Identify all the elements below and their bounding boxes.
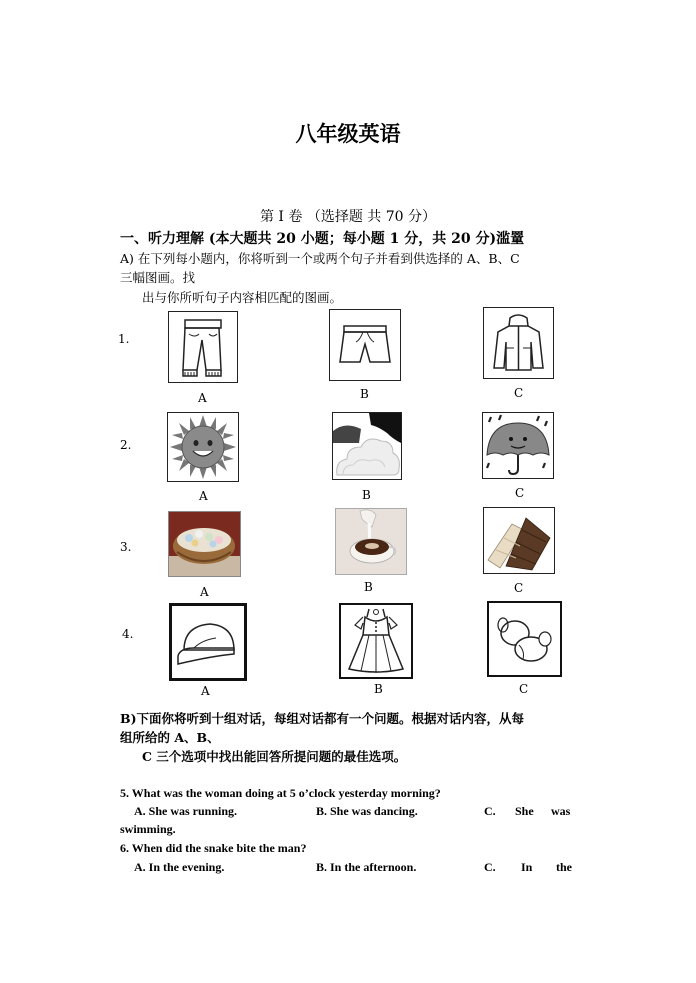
- option-label-a: A: [201, 684, 210, 698]
- part-one-header: 一、听力理解 (本大题共 20 小题；每小题 1 分，共 20 分)滥罿: [120, 231, 525, 247]
- option-image-a: [167, 412, 239, 482]
- question-text: 5. What was the woman doing at 5 o’clock yesterday morning?: [120, 786, 441, 800]
- option-label-a: A: [200, 585, 209, 599]
- pants-icon: [169, 312, 237, 382]
- option-a: A. She was running.: [134, 804, 238, 818]
- option-image-a: [168, 311, 238, 383]
- option-label-b: B: [360, 387, 369, 401]
- option-label-c: C: [514, 581, 524, 595]
- shorts-icon: [330, 310, 400, 380]
- option-image-b: [339, 603, 413, 679]
- option-c: the: [556, 860, 572, 874]
- coffee-cup-image: [336, 509, 406, 574]
- option-c: In: [521, 860, 533, 874]
- option-label-c: C: [519, 682, 529, 696]
- option-label-c: C: [515, 486, 525, 500]
- option-label-a: A: [198, 391, 207, 405]
- option-b: B. She was dancing.: [316, 804, 418, 818]
- sun-icon: [168, 413, 238, 481]
- option-image-c: [487, 601, 562, 677]
- option-image-c: [482, 412, 554, 479]
- page-title: 八年级英语: [295, 121, 401, 146]
- jacket-icon: [484, 308, 553, 378]
- dress-icon: [341, 605, 411, 677]
- cap-icon: [172, 606, 244, 678]
- option-label-a: A: [199, 489, 208, 503]
- chocolate-image: [484, 508, 554, 573]
- option-image-a: [168, 511, 241, 577]
- question-text: 6. When did the snake bite the man?: [120, 841, 307, 855]
- option-c-continued: swimming.: [120, 822, 176, 836]
- option-image-b: [329, 309, 401, 381]
- part-a-line-1: A) 在下列每小题内，你将听到一个或两个句子并看到供选择的 A、B、C: [120, 251, 520, 266]
- option-image-b: [335, 508, 407, 575]
- question-number: 1.: [118, 332, 130, 346]
- option-b: B. In the afternoon.: [316, 860, 417, 874]
- umbrella-icon: [483, 413, 553, 478]
- part-a-line-2: 三幅图画。找: [120, 270, 196, 285]
- part-b-line-3: C 三个选项中找出能回答所提问题的最佳选项。: [142, 749, 407, 764]
- option-c: was: [551, 804, 571, 818]
- option-label-c: C: [514, 386, 524, 400]
- part-b-line-1: B)下面你将听到十组对话，每组对话都有一个问题。根据对话内容，从每: [120, 711, 524, 726]
- option-c: C.: [484, 860, 496, 874]
- question-number: 3.: [120, 540, 132, 554]
- option-image-a: [169, 603, 247, 681]
- part-b-line-2: 组所给的 A、B、: [120, 730, 220, 745]
- candy-basket-image: [169, 512, 240, 576]
- question-number: 4.: [122, 627, 134, 641]
- option-label-b: B: [374, 682, 383, 696]
- option-label-b: B: [362, 488, 371, 502]
- question-number: 2.: [120, 438, 132, 452]
- option-image-b: [332, 412, 402, 480]
- cloud-icon: [333, 413, 401, 479]
- option-image-c: [483, 307, 554, 379]
- option-c: C.: [484, 804, 496, 818]
- part-a-line-3: 出与你所听句子内容相匹配的图画。: [142, 290, 343, 305]
- mittens-icon: [489, 603, 560, 675]
- section-title: 第 I 卷 （选择题 共 70 分）: [259, 209, 437, 225]
- option-image-c: [483, 507, 555, 574]
- option-label-b: B: [364, 580, 373, 594]
- option-a: A. In the evening.: [134, 860, 225, 874]
- option-c: She: [515, 804, 534, 818]
